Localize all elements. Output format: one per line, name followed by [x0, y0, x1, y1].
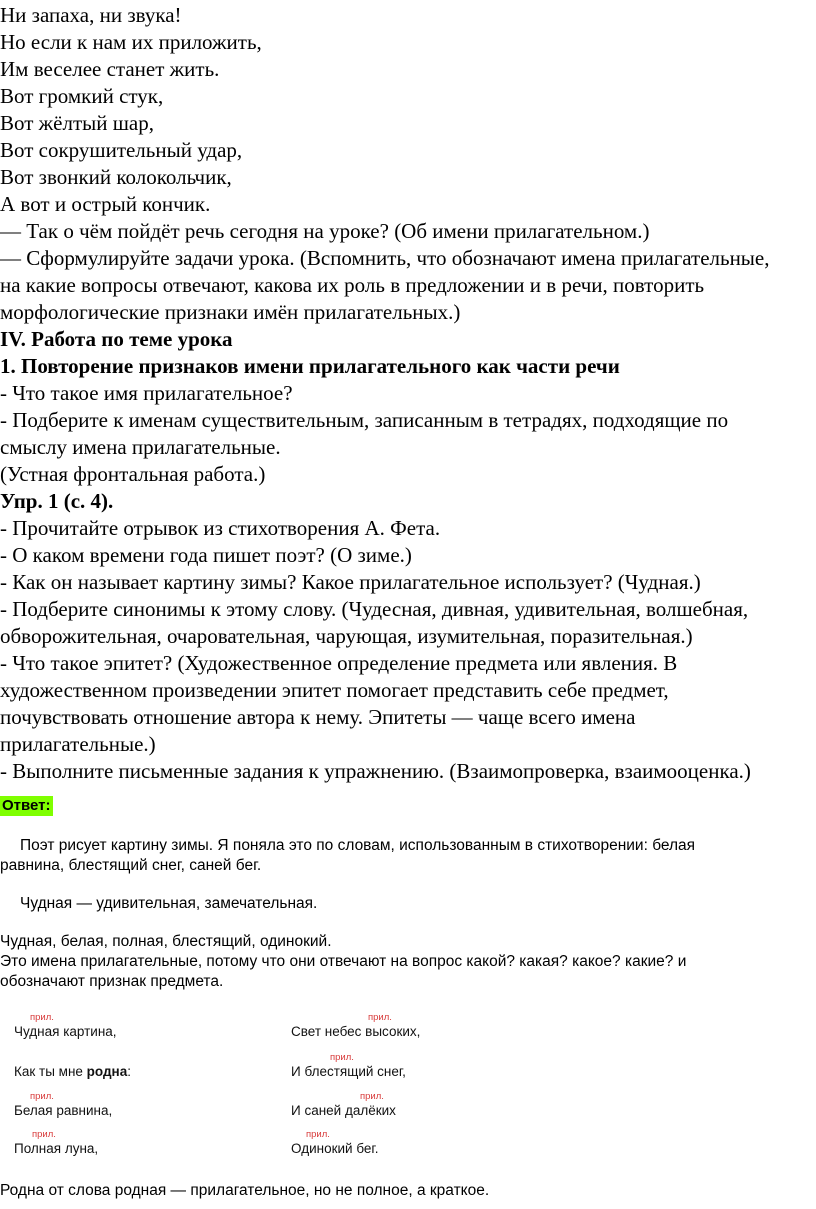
answer-label: Ответ:: [2, 797, 51, 814]
text-line: - Как он называет картину зимы? Какое прилагательное использует? (Чудная.): [0, 570, 701, 594]
adjective-tag: прил.: [330, 1052, 354, 1063]
poem-line-2: Но если к нам их приложить,: [0, 30, 262, 54]
text-line: - Что такое имя прилагательное?: [0, 381, 293, 405]
poem-left-line-1: Чудная картина,: [14, 1024, 117, 1039]
text-line: - О каком времени года пишет поэт? (О зиме.): [0, 543, 412, 567]
poem-line-8: А вот и острый кончик.: [0, 192, 211, 216]
text-line: - Выполните письменные задания к упражнению. (Взаимопроверка, взаимооценка.): [0, 759, 751, 783]
adjective-tag: прил.: [368, 1012, 392, 1023]
poem-line-6: Вот сокрушительный удар,: [0, 138, 243, 162]
poem-right-line-2: И блестящий снег,: [291, 1064, 406, 1079]
text-line: (Устная фронтальная работа.): [0, 462, 266, 486]
poem-line-7: Вот звонкий колокольчик,: [0, 165, 232, 189]
adjective-tag: прил.: [30, 1091, 54, 1102]
footer-note: Родна от слова родная — прилагательное, но не полное, а краткое.: [0, 1182, 490, 1199]
subsection-heading: 1. Повторение признаков имени прилагательного как части речи: [0, 354, 620, 378]
text-line: прилагательные.): [0, 732, 156, 756]
text-line: - Подберите синонимы к этому слову. (Чудесная, дивная, удивительная, волшебная,: [0, 597, 749, 621]
text-line: художественном произведении эпитет помогает представить себе предмет,: [0, 678, 669, 702]
poem-left-line-3: Белая равнина,: [14, 1103, 113, 1118]
poem-left-line-4: Полная луна,: [14, 1141, 99, 1156]
answer-para1-line1: Поэт рисует картину зимы. Я поняла это по словам, использованным в стихотворении: белая: [20, 837, 696, 854]
answer-para2: Чудная — удивительная, замечательная.: [20, 895, 318, 912]
answer-para1-line2: равнина, блестящий снег, саней бег.: [0, 857, 262, 874]
text-line: - Прочитайте отрывок из стихотворения А. Фета.: [0, 516, 441, 540]
poem-right-line-1: Свет небес высоких,: [291, 1024, 421, 1039]
adjective-tag: прил.: [306, 1129, 330, 1140]
exercise-heading: Упр. 1 (с. 4).: [0, 489, 114, 513]
adjective-tag: прил.: [30, 1012, 54, 1023]
question-line: — Так о чём пойдёт речь сегодня на уроке? (Об имени прилагательном.): [0, 219, 650, 243]
task-line-3: морфологические признаки имён прилагательных.): [0, 300, 461, 324]
answer-para3-line2: Это имена прилагательные, потому что они отвечают на вопрос какой? какая? какое? какие? и: [0, 953, 687, 970]
text-line: - Подберите к именам существительным, записанным в тетрадях, подходящие по: [0, 408, 729, 432]
text-line: почувствовать отношение автора к нему. Эпитеты — чаще всего имена: [0, 705, 636, 729]
section-heading: IV. Работа по теме урока: [0, 327, 233, 351]
poem-line-4: Вот громкий стук,: [0, 84, 164, 108]
poem-left-line-2: Как ты мне родна:: [14, 1064, 131, 1079]
text-line: - Что такое эпитет? (Художественное определение предмета или явления. В: [0, 651, 678, 675]
bold-word: родна: [86, 1064, 128, 1079]
poem-right-line-3: И саней далёких: [291, 1103, 396, 1118]
poem-line-5: Вот жёлтый шар,: [0, 111, 154, 135]
adjective-tag: прил.: [360, 1091, 384, 1102]
poem-line-1: Ни запаха, ни звука!: [0, 3, 182, 27]
poem-right-line-4: Одинокий бег.: [291, 1141, 379, 1156]
adjective-tag: прил.: [32, 1129, 56, 1140]
text-line: обворожительная, очаровательная, чарующая, изумительная, поразительная.): [0, 624, 693, 648]
task-line-2: на какие вопросы отвечают, какова их роль в предложении и в речи, повторить: [0, 273, 705, 297]
task-line-1: — Сформулируйте задачи урока. (Вспомнить, что обозначают имена прилагательные,: [0, 246, 770, 270]
answer-para3-line1: Чудная, белая, полная, блестящий, одинокий.: [0, 933, 332, 950]
answer-para3-line3: обозначают признак предмета.: [0, 973, 224, 990]
poem-line-3: Им веселее станет жить.: [0, 57, 220, 81]
text-line: смыслу имена прилагательные.: [0, 435, 281, 459]
